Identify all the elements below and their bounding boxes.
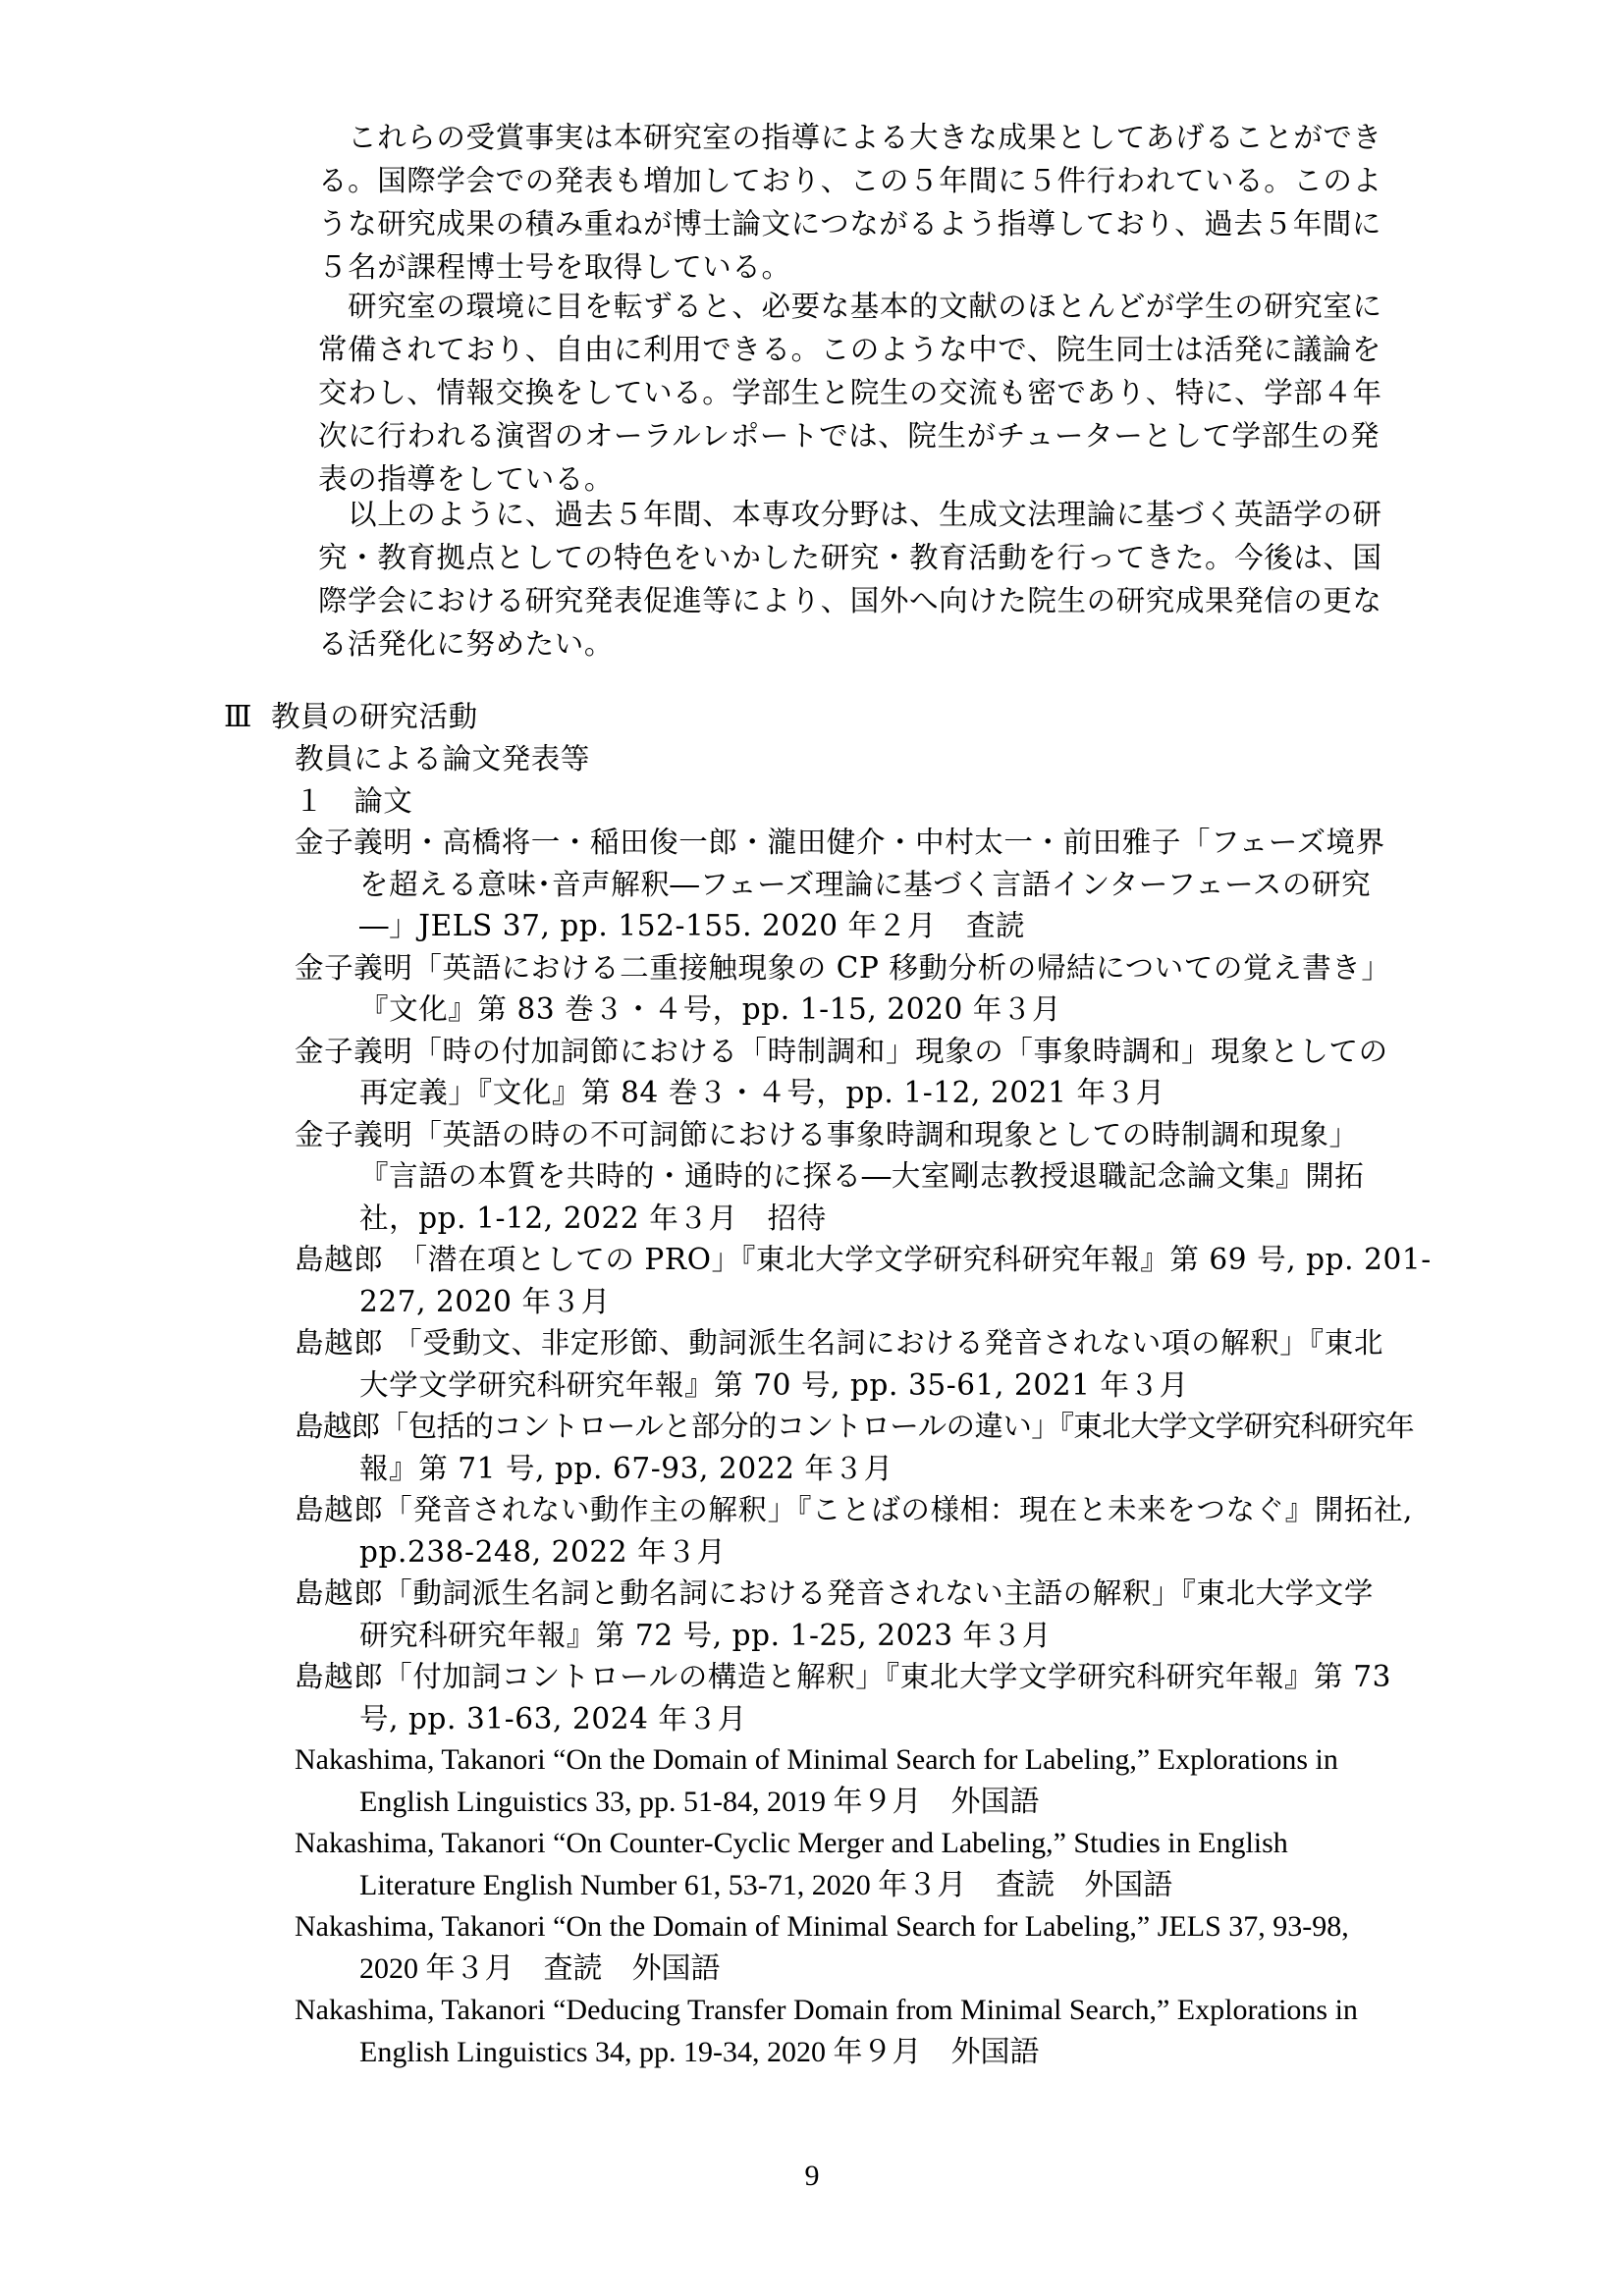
reference-line: 金子義明「時の付加詞節における「時制調和」現象の「事象時調和」現象としての: [295, 1034, 1388, 1068]
text-line: これらの受賞事実は本研究室の指導による大きな成果としてあげることができ: [318, 121, 1382, 154]
reference-entry: [295, 1406, 1415, 1489]
reference-entry: [295, 1990, 1396, 2073]
reference-line: 2020 年３月 査読 外国語: [359, 1951, 721, 1985]
reference-line: 号, pp. 31-63, 2024 年３月: [359, 1701, 747, 1735]
category-heading: １ 論文: [295, 784, 413, 818]
text-line: 常備されており、自由に利用できる。このような中で、院生同士は活発に議論を: [318, 333, 1382, 366]
reference-line: 金子義明・高橋将一・稲田俊一郎・瀧田健介・中村太一・前田雅子「フェーズ境界: [295, 826, 1385, 859]
reference-line: 島越郎「発音されない動作主の解釈」『ことばの様相：現在と未来をつなぐ』開拓社,: [295, 1493, 1414, 1526]
reference-entry: [295, 1739, 1396, 1823]
reference-entry: [295, 1031, 1396, 1114]
text-line: る活発化に努めたい。: [318, 627, 615, 661]
section-title: 教員の研究活動: [271, 700, 478, 733]
text-line: 次に行われる演習のオーラルレポートでは、院生がチューターとして学部生の発: [318, 419, 1380, 453]
reference-line: を超える意味･音声解釈―フェーズ理論に基づく言語インターフェースの研究: [359, 867, 1372, 901]
reference-line: English Linguistics 33, pp. 51-84, 2019 年９月 外国語: [359, 1785, 1040, 1818]
reference-line: 『言語の本質を共時的・通時的に探る―大室剛志教授退職記念論文集』開拓: [359, 1159, 1365, 1193]
reference-line: 島越郎 「潜在項としての PRO」『東北大学文学研究科研究年報』第 69 号, pp. 201-: [295, 1243, 1432, 1276]
section-number: Ⅲ: [224, 700, 253, 733]
reference-entry: [295, 1489, 1414, 1573]
reference-entry: [295, 1114, 1396, 1240]
reference-line: 社，pp. 1-12, 2022 年３月 招待: [359, 1201, 827, 1235]
text-line: 究・教育拠点としての特色をいかした研究・教育活動を行ってきた。今後は、国: [318, 541, 1382, 574]
reference-line: pp.238-248, 2022 年３月: [359, 1534, 727, 1569]
reference-entry: [295, 1906, 1396, 1990]
reference-line: Nakashima, Takanori “Deducing Transfer Domain from Minimal Search,” Explorations in: [295, 1994, 1358, 2026]
reference-line: 227, 2020 年３月: [359, 1284, 611, 1318]
reference-line: Nakashima, Takanori “On Counter-Cyclic Merger and Labeling,” Studies in English: [295, 1827, 1288, 1859]
text-line: 研究室の環境に目を転ずると、必要な基本的文献のほとんどが学生の研究室に: [318, 290, 1382, 323]
reference-line: 『文化』第 83 巻３・４号，pp. 1-15, 2020 年３月: [359, 992, 1062, 1026]
reference-line: 島越郎「包括的コントロールと部分的コントロールの違い」『東北大学文学研究科研究年: [295, 1410, 1415, 1443]
reference-entry: [295, 1656, 1396, 1739]
reference-entry: [295, 1823, 1396, 1906]
reference-line: 島越郎 「受動文、非定形節、動詞派生名詞における発音されない項の解釈」『東北: [295, 1326, 1383, 1360]
body-paragraph: [318, 493, 1396, 666]
subsection-heading: 教員による論文発表等: [295, 742, 591, 775]
reference-line: 島越郎「付加詞コントロールの構造と解釈」『東北大学文学研究科研究年報』第 73: [295, 1660, 1391, 1693]
text-line: 表の指導をしている。: [318, 462, 615, 496]
reference-line: ―」JELS 37, pp. 152-155. 2020 年２月 査読: [359, 909, 1026, 942]
text-line: 交わし、情報交換をしている。学部生と院生の交流も密であり、特に、学部４年: [318, 376, 1382, 409]
reference-line: 金子義明「英語の時の不可詞節における事象時調和現象としての時制調和現象」: [295, 1117, 1359, 1151]
text-line: 際学会における研究発表促進等により、国外へ向けた院生の研究成果発信の更な: [318, 584, 1382, 617]
reference-line: English Linguistics 34, pp. 19-34, 2020 年９月 外国語: [359, 2035, 1040, 2068]
reference-list: [295, 822, 1432, 2073]
section-heading: [224, 695, 478, 738]
reference-line: 報』第 71 号, pp. 67-93, 2022 年３月: [359, 1451, 893, 1485]
reference-line: Nakashima, Takanori “On the Domain of Minimal Search for Labeling,” Explorations in: [295, 1743, 1338, 1776]
reference-entry: [295, 822, 1396, 947]
text-line: うな研究成果の積み重ねが博士論文につながるよう指導しており、過去５年間に: [318, 207, 1382, 240]
reference-entry: [295, 1573, 1396, 1656]
reference-line: Literature English Number 61, 53-71, 2020 年３月 査読 外国語: [359, 1868, 1173, 1901]
body-paragraph: [318, 116, 1396, 289]
text-line: る。国際学会での発表も増加しており、この５年間に５件行われている。このよ: [318, 164, 1382, 197]
reference-line: 研究科研究年報』第 72 号, pp. 1-25, 2023 年３月: [359, 1618, 1052, 1652]
body-paragraph: [318, 285, 1396, 501]
text-line: ５名が課程博士号を取得している。: [318, 250, 791, 284]
reference-entry: [295, 1322, 1396, 1406]
reference-line: 金子義明「英語における二重接触現象の CP 移動分析の帰結についての覚え書き」: [295, 950, 1391, 985]
reference-entry: [295, 1239, 1432, 1322]
page-number: 9: [804, 2160, 820, 2192]
reference-entry: [295, 947, 1396, 1031]
reference-line: 再定義」『文化』第 84 巻３・４号，pp. 1-12, 2021 年３月: [359, 1076, 1165, 1109]
reference-line: 大学文学研究科研究年報』第 70 号, pp. 35-61, 2021 年３月: [359, 1367, 1189, 1402]
text-line: 以上のように、過去５年間、本専攻分野は、生成文法理論に基づく英語学の研: [318, 498, 1382, 531]
reference-line: Nakashima, Takanori “On the Domain of Minimal Search for Labeling,” JELS 37, 93-98,: [295, 1910, 1349, 1943]
reference-line: 島越郎「動詞派生名詞と動名詞における発音されない主語の解釈」『東北大学文学: [295, 1576, 1374, 1610]
